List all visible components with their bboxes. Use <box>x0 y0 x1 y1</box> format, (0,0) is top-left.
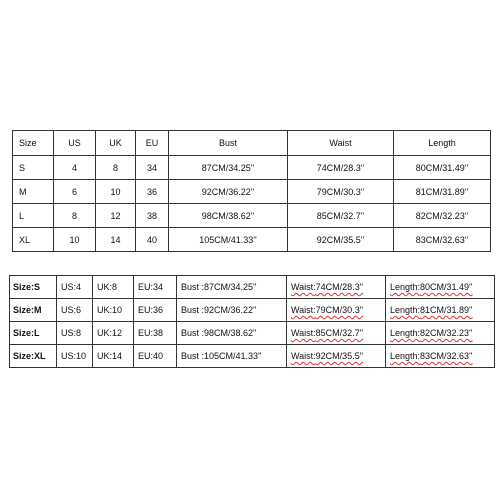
waist-value: 92CM/35.5'' <box>315 351 364 361</box>
waist-value: 85CM/32.7'' <box>315 328 364 338</box>
column-header-waist: Waist <box>288 131 394 156</box>
column-header-size: Size <box>13 131 54 156</box>
bust-value: 87CM/34.25'' <box>204 282 257 292</box>
cell-waist: 79CM/30.3'' <box>288 180 394 204</box>
cell-us: US:10 <box>57 345 93 368</box>
length-value: 82CM/32.23'' <box>420 328 473 338</box>
table-row <box>13 228 491 252</box>
cell-bust <box>177 345 287 368</box>
cell-us: US:4 <box>57 276 93 299</box>
cell-size: Size:XL <box>10 345 57 368</box>
waist-label: Waist: <box>291 328 316 338</box>
cell-bust <box>177 276 287 299</box>
bust-value: 98CM/38.62'' <box>204 328 257 338</box>
cell-uk: 12 <box>96 204 136 228</box>
table-row <box>10 299 495 322</box>
length-label: Length: <box>390 282 421 292</box>
cell-bust <box>177 322 287 345</box>
cell-eu: 34 <box>136 156 169 180</box>
table-row <box>13 180 491 204</box>
cell-eu: EU:36 <box>134 299 177 322</box>
cell-eu: EU:40 <box>134 345 177 368</box>
bust-label: Bust : <box>181 328 205 338</box>
cell-bust: 92CM/36.22'' <box>169 180 288 204</box>
cell-bust <box>177 299 287 322</box>
length-label: Length: <box>390 328 421 338</box>
cell-uk: 14 <box>96 228 136 252</box>
cell-length <box>386 345 495 368</box>
column-header-uk: UK <box>96 131 136 156</box>
bust-label: Bust : <box>181 282 205 292</box>
table-row <box>10 276 495 299</box>
length-value: 83CM/32.63'' <box>420 351 473 361</box>
table-row <box>13 204 491 228</box>
cell-us: 10 <box>54 228 96 252</box>
waist-label: Waist: <box>291 351 316 361</box>
cell-size: Size:S <box>10 276 57 299</box>
cell-uk: 10 <box>96 180 136 204</box>
cell-size: S <box>13 156 54 180</box>
table-row <box>13 156 491 180</box>
waist-label: Waist: <box>291 282 316 292</box>
cell-eu: 40 <box>136 228 169 252</box>
size-chart-inline-table <box>9 275 495 368</box>
cell-length: 81CM/31.89'' <box>394 180 491 204</box>
column-header-us: US <box>54 131 96 156</box>
cell-uk: UK:14 <box>93 345 134 368</box>
waist-value: 79CM/30.3'' <box>315 305 364 315</box>
table-row <box>10 322 495 345</box>
cell-waist <box>287 345 386 368</box>
cell-bust: 87CM/34.25'' <box>169 156 288 180</box>
cell-uk: 8 <box>96 156 136 180</box>
column-header-bust: Bust <box>169 131 288 156</box>
bust-value: 92CM/36.22'' <box>204 305 257 315</box>
cell-uk: UK:12 <box>93 322 134 345</box>
column-header-eu: EU <box>136 131 169 156</box>
cell-length: 82CM/32.23'' <box>394 204 491 228</box>
table-row <box>10 345 495 368</box>
cell-us: 6 <box>54 180 96 204</box>
cell-length <box>386 276 495 299</box>
cell-waist: 74CM/28.3'' <box>288 156 394 180</box>
cell-size: XL <box>13 228 54 252</box>
cell-us: 4 <box>54 156 96 180</box>
cell-us: US:6 <box>57 299 93 322</box>
cell-length: 80CM/31.49'' <box>394 156 491 180</box>
cell-waist <box>287 322 386 345</box>
cell-size: Size:M <box>10 299 57 322</box>
cell-uk: UK:10 <box>93 299 134 322</box>
cell-waist: 92CM/35.5'' <box>288 228 394 252</box>
length-label: Length: <box>390 305 421 315</box>
length-label: Length: <box>390 351 421 361</box>
length-value: 81CM/31.89'' <box>420 305 473 315</box>
cell-size: Size:L <box>10 322 57 345</box>
cell-eu: 36 <box>136 180 169 204</box>
cell-bust: 98CM/38.62'' <box>169 204 288 228</box>
cell-waist <box>287 276 386 299</box>
table-header-row <box>13 131 491 156</box>
column-header-length: Length <box>394 131 491 156</box>
cell-bust: 105CM/41.33'' <box>169 228 288 252</box>
cell-length <box>386 299 495 322</box>
cell-uk: UK:8 <box>93 276 134 299</box>
cell-length <box>386 322 495 345</box>
waist-value: 74CM/28.3'' <box>315 282 364 292</box>
cell-eu: EU:38 <box>134 322 177 345</box>
length-value: 80CM/31.49'' <box>420 282 473 292</box>
bust-label: Bust : <box>181 305 205 315</box>
cell-eu: EU:34 <box>134 276 177 299</box>
cell-size: L <box>13 204 54 228</box>
cell-us: 8 <box>54 204 96 228</box>
waist-label: Waist: <box>291 305 316 315</box>
size-chart-table <box>12 130 491 252</box>
cell-length: 83CM/32.63'' <box>394 228 491 252</box>
bust-value: 105CM/41.33'' <box>204 351 262 361</box>
cell-waist: 85CM/32.7'' <box>288 204 394 228</box>
cell-us: US:8 <box>57 322 93 345</box>
cell-eu: 38 <box>136 204 169 228</box>
bust-label: Bust : <box>181 351 205 361</box>
cell-size: M <box>13 180 54 204</box>
cell-waist <box>287 299 386 322</box>
